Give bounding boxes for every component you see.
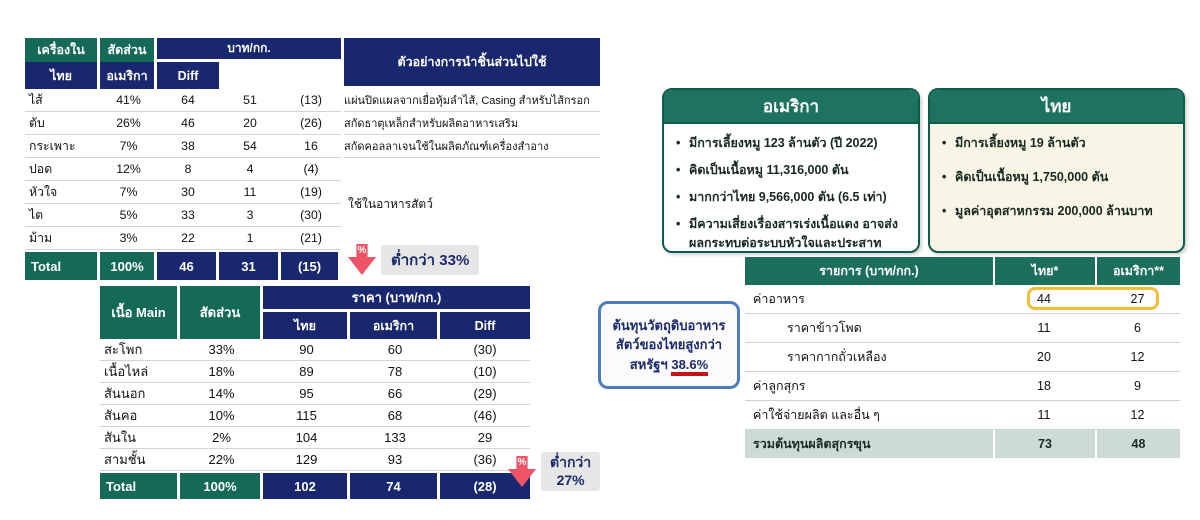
cell-diff: (10) [473,364,497,379]
col-header-thai: ไทย [25,62,100,89]
cell-diff: (29) [473,386,497,401]
col-header-meat: เนื้อ Main [100,286,180,339]
total-share: 100% [180,473,263,499]
cell-thai: 89 [299,364,314,379]
cell-usa: 20 [243,116,257,130]
lower-33-badge [348,244,479,275]
cell-thai: 95 [299,386,314,401]
organ-examples-column [344,38,600,250]
cell-share: 2% [212,430,231,445]
cell-diff: (21) [300,231,322,245]
cell-item: กระเพาะ [29,138,76,153]
cell-thai: 90 [299,342,314,357]
table-row [25,227,341,250]
col-header-usa: อเมริกา** [1095,257,1180,285]
unit-header: บาท/กก. [157,38,341,62]
table-row [25,181,341,204]
cell-share: 10% [208,408,235,423]
bullet-item: • มีความเสี่ยงเรื่องสารเร่งเนื้อแดง อาจส่งผลกระทบต่อระบบหัวใจและประสาท [676,215,910,251]
cell-item: เนื้อไหล่ [104,364,149,379]
cell-share: 5% [119,208,138,222]
organ-table-main [25,38,341,280]
cell-usa: 1 [246,231,254,245]
cell-thai: 33 [181,208,195,222]
meat-price-table [100,286,530,499]
cell-thai: 64 [181,93,195,107]
total-thai: 102 [263,473,350,499]
table-row [25,158,341,181]
cell-diff: 29 [477,430,493,445]
cell-usa: 27 [1130,292,1145,306]
lower-33-label: ต่ำกว่า 33% [381,245,479,275]
cost-table-header [745,257,1180,285]
cell-share: 26% [116,116,141,130]
total-usa: 48 [1095,430,1180,458]
callout-line1: ต้นทุนวัตถุดิบอาหาร [612,317,726,333]
cell-usa: 6 [1134,321,1141,335]
col-header-thai: ไทย [263,312,350,339]
meat-table-total-row [100,473,530,499]
cell-usa: 66 [387,386,403,401]
cell-diff: (30) [300,208,322,222]
table-row [100,383,530,405]
examples-header: ตัวอย่างการนำชิ้นส่วนไปใช้ [344,38,600,86]
cell-thai: 104 [295,430,318,445]
table-row [745,372,1180,401]
cell-usa: 51 [243,93,257,107]
col-header-usa: อเมริกา [100,62,157,89]
cell-item: ไส้ [29,92,43,107]
cell-usa: 3 [246,208,254,222]
col-header-share: สัดส่วน [180,286,263,339]
table-row [25,204,341,227]
cell-share: 33% [208,342,235,357]
organ-price-table [25,38,600,278]
bullet-item: • มากกว่าไทย 9,566,000 ตัน (6.5 เท่า) [676,188,910,206]
cell-thai: 8 [184,162,192,176]
total-usa: 31 [219,252,281,280]
cell-item: หัวใจ [29,184,58,199]
table-row [25,112,341,135]
feed-cost-callout [598,301,740,389]
cell-thai: 11 [1037,408,1051,422]
table-row [100,361,530,383]
cell-thai: 46 [181,116,195,130]
table-row [100,427,530,449]
thailand-bullet-list [930,124,1183,240]
meat-table-body [100,339,530,471]
cell-usa: 54 [243,139,257,153]
cell-diff: (46) [473,408,497,423]
cell-item: ไต [29,207,44,222]
cell-thai: 20 [1037,350,1051,364]
thailand-info-box [928,88,1185,253]
cell-share: 22% [208,452,235,467]
cell-thai: 30 [181,185,195,199]
cell-share: 12% [116,162,141,176]
col-header-share: สัดส่วน [100,38,157,62]
cell-share: 14% [208,386,235,401]
cell-thai: 115 [296,408,317,423]
meat-table-header [100,286,530,339]
cell-item: ค่าอาหาร [753,292,805,306]
lower-27-badge [508,452,600,491]
callout-line3: สหรัฐฯ 38.6% [601,355,737,375]
example-cell: สกัดคอลลาเจนใช้ในผลิตภัณฑ์เครื่องสำอาง [344,135,600,158]
cell-item: สันนอก [104,386,146,401]
cell-item: ค่าลูกสุกร [753,379,806,393]
bullet-item: • คิดเป็นเนื้อหมู 1,750,000 ตัน [942,168,1175,186]
table-row [100,339,530,361]
table-row [745,285,1180,314]
col-header-diff: Diff [440,312,530,339]
cell-share: 7% [119,185,138,199]
cell-item: ม้าม [29,230,53,245]
example-cell: แผ่นปิดแผลจากเยื่อหุ้มลำไส้, Casing สำหรับไส้กรอก [344,89,600,112]
cell-usa: 68 [387,408,403,423]
lower-27-label: ต่ำกว่า 27% [541,452,600,491]
cell-usa: 12 [1130,408,1145,422]
cell-item: ราคากากถั่วเหลือง [787,350,887,364]
table-row [25,135,341,158]
table-row [745,343,1180,372]
cell-thai: 22 [181,231,195,245]
cell-diff: (36) [473,452,497,467]
total-share: 100% [100,252,157,280]
example-group-cell: ใช้ในอาหารสัตว์ [348,196,433,211]
table-row [100,449,530,471]
organ-table-header [25,38,341,89]
total-label: รวมต้นทุนผลิตสุกรขุน [745,430,993,458]
cell-diff: (30) [473,342,497,357]
total-thai: 46 [157,252,219,280]
cell-diff: (4) [303,162,319,176]
callout-percentage: 38.6% [671,357,708,376]
usa-info-box [662,88,920,253]
table-row [745,314,1180,343]
cell-thai: 129 [295,452,318,467]
thailand-box-title: ไทย [930,90,1183,124]
cell-usa: 12 [1130,350,1145,364]
cell-diff: (13) [300,93,322,107]
cell-usa: 9 [1134,379,1141,393]
cell-share: 3% [119,231,138,245]
cell-diff: (26) [300,116,322,130]
cell-item: สะโพก [104,342,143,357]
cell-share: 41% [116,93,141,107]
cell-thai: 11 [1037,321,1051,335]
callout-line2: สัตว์ของไทยสูงกว่า [615,337,723,353]
bullet-item: • มีการเลี้ยงหมู 19 ล้านตัว [942,134,1175,152]
cell-item: ราคาข้าวโพด [787,321,862,335]
table-row [745,401,1180,430]
bullet-item: • คิดเป็นเนื้อหมู 11,316,000 ตัน [676,161,910,179]
cell-usa: 78 [387,364,403,379]
total-diff: (15) [281,252,341,280]
total-diff: (28) [440,473,530,499]
col-header-item: รายการ (บาท/กก.) [745,257,993,285]
col-header-diff: Diff [157,62,219,89]
bullet-item: • มีการเลี้ยงหมู 123 ล้านตัว (ปี 2022) [676,134,910,152]
cell-item: สันคอ [104,408,138,423]
bullet-item: • มูลค่าอุตสาหกรรม 200,000 ล้านบาท [942,202,1175,220]
cell-thai: 38 [181,139,195,153]
usa-box-title: อเมริกา [664,90,918,124]
percent-down-arrow-icon: % [508,456,536,487]
table-row [25,89,341,112]
example-cell: สกัดธาตุเหล็กสำหรับผลิตอาหารเสริม [344,112,600,135]
cell-diff: 16 [304,139,318,153]
price-unit-header: ราคา (บาท/กก.) [263,286,530,312]
cell-share: 18% [208,364,235,379]
cell-usa: 93 [387,452,403,467]
cell-usa: 4 [246,162,254,176]
production-cost-table [745,257,1180,458]
cell-item: ตับ [29,115,45,130]
cell-usa: 11 [243,185,257,199]
organ-table-total-row [25,252,341,280]
cell-usa: 133 [384,430,406,445]
cell-item: สามชั้น [104,452,146,467]
percent-down-arrow-icon: % [348,244,376,275]
total-thai: 73 [993,430,1095,458]
cell-share: 7% [119,139,138,153]
cell-diff: (19) [300,185,322,199]
organ-table-body [25,89,341,250]
cell-thai: 18 [1037,379,1051,393]
cost-table-total-row [745,430,1180,458]
col-header-organ: เครื่องใน [25,38,100,62]
col-header-usa: อเมริกา [350,312,440,339]
cost-table-body [745,285,1180,430]
cell-thai: 44 [1037,292,1051,306]
table-row [100,405,530,427]
cell-usa: 60 [387,342,403,357]
col-header-thai: ไทย* [993,257,1095,285]
total-label: Total [25,252,100,280]
total-label: Total [100,473,180,499]
cell-item: สันใน [104,430,137,445]
usa-bullet-list [664,124,918,253]
cell-item: ค่าใช้จ่ายผลิต และอื่น ๆ [753,408,880,422]
total-usa: 74 [350,473,440,499]
cell-item: ปอด [29,161,53,176]
